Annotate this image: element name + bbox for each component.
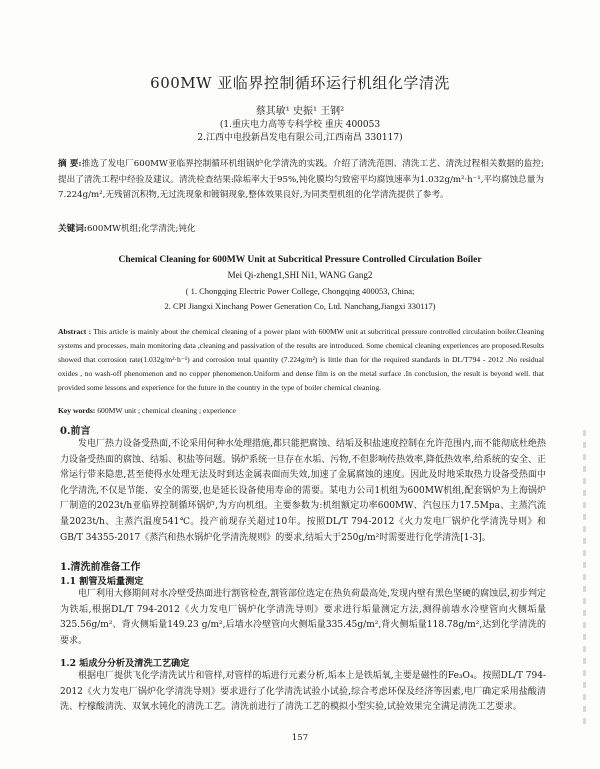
keywords-text-cn: 600MW机组;化学清洗;钝化 bbox=[86, 224, 196, 234]
section-heading-preparation: 1.清洗前准备工作 bbox=[60, 562, 141, 573]
keywords-text-en: 600MW unit ; chemical cleaning ; experience bbox=[97, 406, 236, 415]
subsection-heading-tube-cutting: 1.1 割管及垢量测定 bbox=[60, 576, 144, 587]
abstract-label-en: Abstract : bbox=[58, 327, 92, 336]
subsection-text-tube-cutting: 电厂利用大修期间对水冷壁受热面进行割管检查,割管部位选定在热负荷最高处,发现内壁有黑色坚硬的腐蚀层,初步判定为铁垢,根据DL/T 794-2012《火力发电厂锅炉化学清洗导则》要求进行垢量测定方法,测得前墙水冷壁管向火侧垢量325.56g/m²、背火侧垢量149.23 g/m²,后墙水冷壁管向火侧垢量335.45g/m²,背火侧垢量118.78g/m²,达到化学清洗的要求。 bbox=[60, 589, 546, 646]
section-heading-preface: 0.前言 bbox=[60, 426, 91, 437]
paper-title-cn: 600MW 亚临界控制循环运行机组化学清洗 bbox=[150, 74, 450, 92]
affiliation-cn-1: (1.重庆电力高等专科学校 重庆 400053 bbox=[219, 120, 381, 130]
affiliation-cn-2: 2.江西中电投新昌发电有限公司,江西南昌 330117) bbox=[197, 133, 403, 143]
section-text-preface: 发电厂热力设备受热面,不论采用何种水处理措施,都只能把腐蚀、结垢及积盐速度控制在允许范围内,而不能彻底杜绝热力设备受热面的腐蚀、结垢、积盐等问题。锅炉系统一旦存在水垢、污物,不但影响传热效率,降低热效率,给系统的安全、正常运行带来隐患,甚至使得水处理无法及时到达金属表面而失效,加速了金属腐蚀的速度。因此及时地采取热力设备受热面中化学清洗,不仅是节能、安全的需要,也是延长设备使用寿命的需要。某电力公司1机组为600MW机组,配套锅炉为上海锅炉厂制造的2023t/h亚临界控制循环锅炉,为方向机组。主要参数为:机组额定功率600MW、汽包压力17.5Mpa、主蒸汽流量2023t/h、主蒸汽温度541℃。投产前现存关超过10年。按照DL/T 794-2012《火力发电厂锅炉化学清洗导则》和GB/T 34355-2017《蒸汽和热水锅炉化学清洗规则》的要求,结垢大于250g/m²时需要进行化学清洗[1-3]。 bbox=[60, 439, 546, 543]
subsection-text-scale-analysis: 根据电厂提供飞化学清洗试片和管样,对管样的垢进行元素分析,垢本上是铁垢氧,主要是磁性的Fe₃O₄。按照DL/T 794-2012《火力发电厂锅炉化学清洗导则》要求进行了化学清洗试验小试验,综合考虑环保及经济等因素,电厂确定采用盐酸清洗、柠檬酸清洗、双氧水钝化的清洗工艺。清洗前进行了清洗工艺的模拟小型实验,试验效果完全满足清洗工艺要求。 bbox=[60, 671, 546, 713]
author-list-cn: 蔡其敏¹ 史振¹ 王钢² bbox=[255, 106, 345, 117]
affiliation-en-2: 2. CPI Jiangxi Xinchang Power Generation Co, Ltd. Nanchang,Jiangxi 330117) bbox=[164, 301, 436, 311]
abstract-text-cn: 推选了发电厂600MW亚临界控制循环机组锅炉化学清洗的实践。介绍了清洗范围、清洗工艺、清洗过程相关数据的监控;提出了清洗工程中经验及建议。清洗检查结果:除垢率大于95%,钝化膜均匀致密平均腐蚀速率为1.032g/m²·h⁻¹,平均腐蚀总量为7.224g/m²,无残留沉积物,无过洗现象和镀铜现象,整体效果良好,为同类型机组的化学清洗提供了参考。 bbox=[58, 159, 544, 200]
page-number: 157 bbox=[291, 733, 309, 743]
author-list-en: Mei Qi-zheng1,SHI Ni1, WANG Gang2 bbox=[227, 270, 373, 280]
abstract-cn bbox=[58, 157, 544, 204]
scan-edge-mark bbox=[583, 430, 586, 730]
subsection-heading-scale-analysis: 1.2 垢成分分析及清洗工艺确定 bbox=[60, 658, 190, 669]
keywords-label-cn: 关键词: bbox=[58, 224, 87, 234]
keywords-en bbox=[58, 406, 544, 415]
abstract-en bbox=[58, 325, 544, 395]
affiliation-en-1: ( 1. Chongqing Electric Power College, Chongqing 400053, China; bbox=[185, 286, 415, 296]
abstract-label-cn: 摘 要: bbox=[58, 159, 82, 169]
keywords-cn bbox=[58, 222, 544, 238]
keywords-label-en: Key words: bbox=[58, 406, 96, 415]
paper-title-en: Chemical Cleaning for 600MW Unit at Subcritical Pressure Controlled Circulation Boiler bbox=[118, 255, 482, 265]
abstract-text-en: This article is mainly about the chemical cleaning of a power plant with 600MW unit at subcritical pressure controlled circulation boiler.Cleaning systems and processes, main monitoring data ,cleaning and passivation of the results are introduced. Some chemical cleaning experiences are proposed.Results showed that corrosion rate(1.032g/m²·h⁻¹) and corrosion total quantity (7.224g/m²) is little than for the required standards in DL/T794 - 2012 .No residual oxides , no wash-off phenomenon and no copper phenomenon.Uniform and dense film is on the metal surface .In conclusion, the result is beyond well. that provided some lessons and experience for the future in the country in the type of boiler chemical cleaning. bbox=[58, 327, 545, 392]
